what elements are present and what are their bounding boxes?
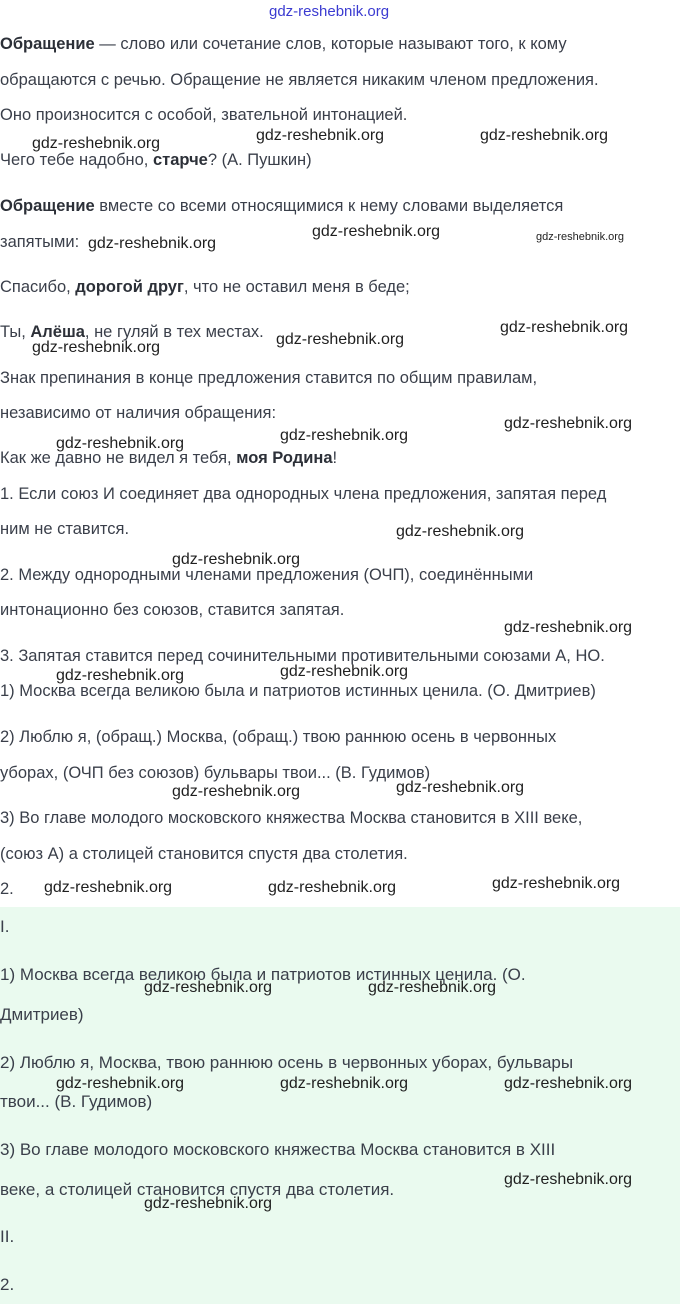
watermark: gdz-reshebnik.org	[504, 1171, 633, 1188]
watermark: gdz-reshebnik.org	[56, 667, 185, 684]
answer-3-line-1: 3) Во главе молодого московского княжества Москва становится в XIII	[0, 1140, 556, 1159]
analysis-1-line-1: 1) Москва всегда великою была и патриотов истинных ценила. (О. Дмитриев)	[0, 682, 596, 700]
rule-punctuation-line-1	[0, 196, 563, 216]
item-2-label: 2.	[0, 880, 14, 898]
rule-text: вместе со всеми относящимися к нему словами выделяется	[94, 197, 564, 215]
watermark: gdz-reshebnik.org	[492, 875, 621, 892]
answer-2-line-1: 2) Люблю я, Москва, твою раннюю осень в червонных уборах, бульвары	[0, 1053, 574, 1072]
example-text: ? (А. Пушкин)	[207, 151, 312, 169]
answer-3-line-2: веке, а столицей становится спустя два столетия.	[0, 1180, 395, 1199]
watermark: gdz-reshebnik.org	[280, 663, 409, 680]
example-text: !	[332, 449, 338, 467]
example-2	[0, 277, 410, 297]
watermark: gdz-reshebnik.org	[504, 619, 633, 636]
watermark: gdz-reshebnik.org	[280, 427, 409, 444]
watermark: gdz-reshebnik.org	[504, 1075, 633, 1092]
rule-2-line-2: интонационно без союзов, ставится запятая.	[0, 601, 345, 619]
analysis-2-line-1: 2) Люблю я, (обращ.) Москва, (обращ.) твою раннюю осень в червонных	[0, 728, 557, 746]
rule-1-line-1: 1. Если союз И соединяет два однородных члена предложения, запятая перед	[0, 485, 607, 503]
answer-section-1: I.	[0, 917, 10, 936]
example-text: Ты,	[0, 323, 31, 341]
rule-3-line-1: 3. Запятая ставится перед сочинительными противительными союзами А, НО.	[0, 647, 605, 665]
watermark: gdz-reshebnik.org	[256, 127, 385, 144]
answer-2-line-2: твои... (В. Гудимов)	[0, 1092, 153, 1111]
watermark: gdz-reshebnik.org	[312, 223, 441, 240]
answer-1-line-1: 1) Москва всегда великою была и патриотов истинных ценила. (О.	[0, 965, 526, 984]
rule-1-line-2: ним не ставится.	[0, 520, 130, 538]
watermark: gdz-reshebnik.org	[32, 339, 161, 356]
example-1	[0, 150, 312, 170]
end-punctuation-line-1: Знак препинания в конце предложения ставится по общим правилам,	[0, 369, 538, 387]
watermark: gdz-reshebnik.org	[536, 231, 625, 243]
watermark: gdz-reshebnik.org	[280, 1075, 409, 1092]
watermark: gdz-reshebnik.org	[32, 135, 161, 152]
end-punctuation-line-2: независимо от наличия обращения:	[0, 404, 277, 422]
answer-1-line-2: Дмитриев)	[0, 1005, 84, 1024]
definition-line-1	[0, 34, 567, 54]
analysis-3-line-1: 3) Во главе молодого московского княжества Москва становится в XIII веке,	[0, 809, 583, 827]
watermark: gdz-reshebnik.org	[172, 783, 301, 800]
example-text: Чего тебе надобно,	[0, 151, 153, 169]
watermark: gdz-reshebnik.org	[396, 779, 525, 796]
example-address: дорогой друг	[75, 278, 184, 296]
watermark: gdz-reshebnik.org	[56, 1075, 185, 1092]
watermark: gdz-reshebnik.org	[268, 879, 397, 896]
watermark: gdz-reshebnik.org	[144, 979, 273, 996]
definition-line-3: Оно произносится с особой, звательной интонацией.	[0, 106, 408, 124]
watermark: gdz-reshebnik.org	[480, 127, 609, 144]
rule-2-line-1: 2. Между однородными членами предложения (ОЧП), соединёнными	[0, 566, 534, 584]
example-address: старче	[152, 151, 208, 169]
watermark: gdz-reshebnik.org	[88, 235, 217, 252]
watermark-top: gdz-reshebnik.org	[269, 3, 390, 20]
watermark: gdz-reshebnik.org	[500, 319, 629, 336]
watermark: gdz-reshebnik.org	[276, 331, 405, 348]
example-text: , не гуляй в тех местах.	[84, 323, 264, 341]
example-text: Как же давно не видел я тебя,	[0, 449, 237, 467]
rule-punctuation-line-2: запятыми:	[0, 233, 80, 251]
answer-section-2-item: 2.	[0, 1275, 15, 1294]
example-text: , что не оставил меня в беде;	[183, 278, 410, 296]
analysis-2-line-2: уборах, (ОЧП без союзов) бульвары твои... (В. Гудимов)	[0, 764, 431, 782]
definition-text: — слово или сочетание слов, которые называют того, к кому	[94, 35, 567, 53]
watermark: gdz-reshebnik.org	[504, 415, 633, 432]
definition-line-2: обращаются с речью. Обращение не является никаким членом предложения.	[0, 71, 599, 89]
watermark: gdz-reshebnik.org	[144, 1195, 273, 1212]
term-obrashchenie: Обращение	[0, 35, 95, 53]
watermark: gdz-reshebnik.org	[44, 879, 173, 896]
example-address: моя Родина	[236, 449, 333, 467]
example-address: Алёша	[30, 323, 85, 341]
analysis-3-line-2: (союз А) а столицей становится спустя два столетия.	[0, 845, 408, 863]
watermark: gdz-reshebnik.org	[368, 979, 497, 996]
watermark: gdz-reshebnik.org	[172, 551, 301, 568]
example-text: Спасибо,	[0, 278, 76, 296]
watermark: gdz-reshebnik.org	[56, 435, 185, 452]
answer-section-2: II.	[0, 1227, 15, 1246]
term-obrashchenie: Обращение	[0, 197, 95, 215]
watermark: gdz-reshebnik.org	[396, 523, 525, 540]
